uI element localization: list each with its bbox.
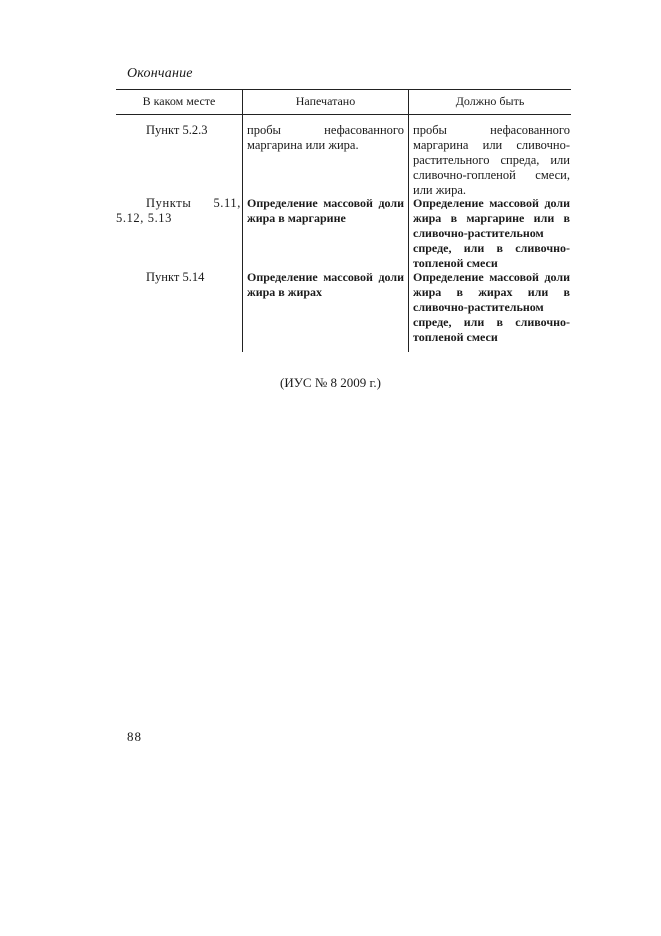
errata-table bbox=[116, 89, 571, 352]
page-number: 88 bbox=[127, 729, 142, 744]
row1-should-be: пробы нефасованного маргарина или сливочно-растительного спреда, или сливочно-гопленой смеси, или жира. bbox=[413, 123, 570, 197]
column-divider-1 bbox=[242, 89, 243, 352]
row1-printed: пробы нефасованного маргарина или жира. bbox=[247, 123, 404, 152]
header-bottom-rule bbox=[116, 114, 571, 115]
column-divider-2 bbox=[408, 89, 409, 352]
row1-place: Пункт 5.2.3 bbox=[146, 123, 208, 137]
header-should-be: Должно быть bbox=[455, 94, 525, 108]
table-caption: Окончание bbox=[127, 66, 193, 81]
row2-printed: Определение массовой доли жира в маргарине bbox=[247, 196, 404, 225]
header-place: В каком месте bbox=[142, 94, 216, 108]
row3-printed: Определение массовой доли жира в жирах bbox=[247, 270, 404, 299]
amendment-reference: (ИУС № 8 2009 г.) bbox=[280, 375, 381, 390]
row2-should-be: Определение массовой доли жира в маргарине или в сливочно-растительном спреде, или в сливочно-топленой смеси bbox=[413, 196, 570, 270]
header-printed: Напечатано bbox=[295, 94, 356, 108]
row3-place: Пункт 5.14 bbox=[146, 270, 205, 284]
row2-place: Пункты 5.11, 5.12, 5.13 bbox=[116, 196, 241, 225]
table-top-rule bbox=[116, 89, 571, 90]
row3-should-be: Определение массовой доли жира в жирах или в сливочно-растительном спреде, или в сливочно-топленой смеси bbox=[413, 270, 570, 344]
